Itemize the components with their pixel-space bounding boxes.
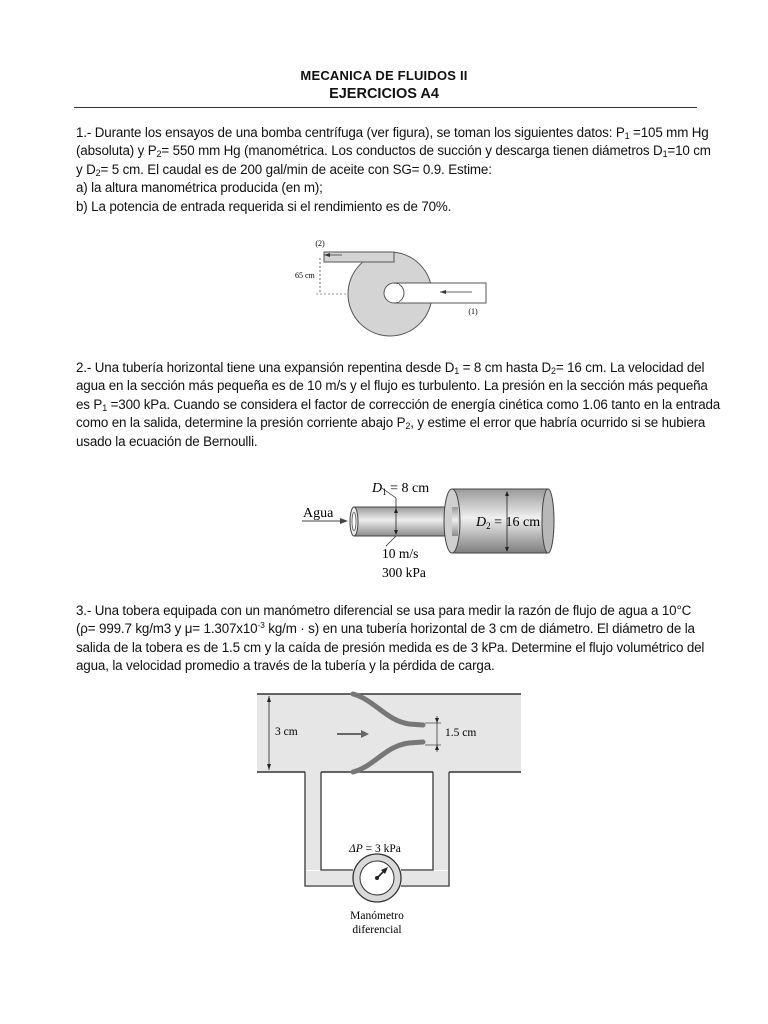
exercise-2-line: como en la salida, determine la presión corriente abajo $P_2$, y estime el error que habría ocurrido si se hubiera	[76, 415, 706, 432]
nozzle-figure	[257, 690, 521, 946]
exercise-2-text	[76, 359, 721, 451]
left-tube-fill	[306, 772, 320, 870]
small-pipe-inner	[352, 513, 356, 531]
exercise-2-line: agua en la sección más pequeña es de 10 m/s y el flujo es turbulento. La presión en la sección más pequeña	[76, 378, 708, 394]
inlet-label: (1)	[468, 307, 478, 316]
exercise-1-question-a: a) la altura manométrica producida (en m);	[76, 180, 323, 196]
exercise-1-line: y $D_2= 5$ cm. El caudal es de 200 gal/min de aceite con SG= 0.9. Estime:	[76, 161, 492, 178]
pressure-drop-label: ΔP = 3 kPa	[349, 843, 401, 855]
pump-figure	[280, 234, 500, 346]
exercise-1-line: 1.- Durante los ensayos de una bomba centrífuga (ver figura), se toman los siguientes datos: $P_1 =105$ mm Hg	[76, 125, 709, 141]
outlet-pipe	[324, 252, 394, 262]
flow-arrow-head	[340, 518, 348, 524]
exercise-3-line: salida de la tobera es de 1.5 cm y la caída de presión medida es de 3 kPa. Determine el flujo volumétrico del	[76, 639, 705, 655]
manometer-label-1: Manómetro	[350, 910, 404, 922]
d2-label: $D_2 = 16$ cm	[476, 515, 541, 531]
height-label: 65 cm	[295, 271, 315, 280]
pump-diagram	[280, 234, 500, 346]
inlet-pipe	[394, 283, 486, 303]
manometer-label-2: diferencial	[352, 924, 402, 936]
course-title: MECANICA DE FLUIDOS II	[300, 68, 468, 83]
exercise-set-title: EJERCICIOS A4	[329, 86, 439, 102]
nozzle-diagram	[257, 690, 521, 946]
nozzle-diameter-label: 1.5 cm	[445, 727, 477, 739]
exercise-3-line: agua, la velocidad promedio a través de la tubería y la pérdida de carga.	[76, 658, 495, 674]
d1-label: $D_1 = 8$ cm	[372, 481, 430, 497]
exercise-1-line: (absoluta) y $P_2= 550$ mm Hg (manométrica. Los conductos de succión y descarga tienen diámetros $D_1=10$ cm	[76, 143, 711, 160]
exercise-2-line: 2.- Una tubería horizontal tiene una expansión repentina desde $D_1 = 8$ cm hasta $D_2= 16$ cm. La velocidad del	[76, 360, 705, 376]
exercise-2-line: es $P_1 =300$ kPa. Cuando se considera el factor de corrección de energía cinética como 1.06 tanto en la entrada	[76, 396, 721, 413]
velocity-leader	[386, 536, 396, 546]
exercise-2-line: usado la ecuación de Bernoulli.	[76, 433, 258, 449]
exercise-3-line: 3.- Una tobera equipada con un manómetro diferencial se usa para medir la razón de flujo de agua a 10°C	[76, 603, 692, 618]
exercise-3-text	[76, 602, 705, 676]
pressure-label: 300 kPa	[382, 565, 426, 580]
expansion-diagram	[296, 474, 566, 584]
fluid-label: Agua	[303, 506, 334, 521]
exercise-3-line: (ρ= 999.7 kg/m3 y $\mu= 1.307x10^{-3}$ kg/m · s) en una tubería horizontal de 3 cm de diámetro. El diámetro de la	[76, 620, 695, 637]
left-tube-fill-bottom	[306, 871, 354, 885]
inlet-join	[393, 284, 399, 302]
header-rule	[74, 107, 697, 108]
large-pipe-end	[542, 489, 554, 553]
outlet-label: (2)	[315, 239, 325, 248]
gauge-pivot	[375, 876, 379, 880]
small-pipe	[354, 507, 458, 536]
expansion-figure	[296, 474, 566, 584]
velocity-label: 10 m/s	[382, 546, 419, 561]
exercise-1-question-b: b) La potencia de entrada requerida si el rendimiento es de 70%.	[76, 198, 452, 214]
right-tube-fill	[434, 772, 448, 870]
exercise-1-text	[76, 124, 711, 216]
pipe-junction	[452, 507, 458, 536]
pipe-diameter-label: 3 cm	[275, 726, 298, 738]
right-tube-fill-bottom	[401, 871, 448, 885]
